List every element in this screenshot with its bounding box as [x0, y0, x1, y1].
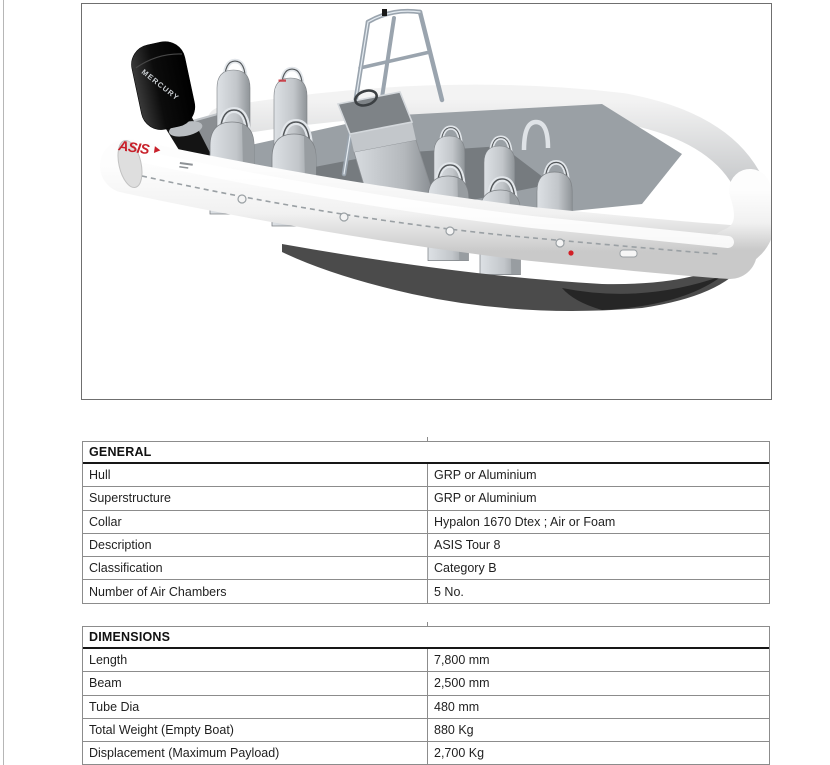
row-label: Hull — [83, 464, 428, 486]
row-value: 7,800 mm — [434, 653, 490, 668]
dimensions-table-title: DIMENSIONS — [83, 627, 769, 649]
bow-handle — [620, 250, 637, 257]
boat-image-panel — [81, 3, 772, 400]
table-row — [83, 649, 769, 672]
table-row — [83, 742, 769, 764]
table-row — [83, 672, 769, 695]
row-label: Length — [83, 649, 428, 671]
table-row — [83, 719, 769, 742]
dimensions-table — [82, 626, 770, 765]
table-row — [83, 464, 769, 487]
row-label: Collar — [83, 511, 428, 533]
table-row — [83, 557, 769, 580]
row-label: Total Weight (Empty Boat) — [83, 719, 428, 741]
row-value: 880 Kg — [434, 723, 474, 738]
row-value: 480 mm — [434, 699, 480, 714]
row-label: Superstructure — [83, 487, 428, 509]
row-label: Description — [83, 534, 428, 556]
row-value: GRP or Aluminium — [434, 468, 537, 483]
row-value: Hypalon 1670 Dtex ; Air or Foam — [434, 514, 616, 529]
boat-render — [82, 4, 771, 399]
row-value: 2,700 Kg — [434, 746, 485, 761]
row-label: Displacement (Maximum Payload) — [83, 742, 428, 764]
motor-brand-text: MERCURY — [139, 67, 182, 103]
row-label: Beam — [83, 672, 428, 694]
row-value: Category B — [434, 561, 497, 576]
table-row — [83, 696, 769, 719]
table-row — [83, 487, 769, 510]
general-table — [82, 441, 770, 604]
row-label: Number of Air Chambers — [83, 580, 428, 602]
row-value: 2,500 mm — [434, 676, 490, 691]
red-marker — [568, 250, 573, 255]
table-row — [83, 534, 769, 557]
frame-light — [382, 9, 387, 16]
general-table-title: GENERAL — [83, 442, 769, 464]
row-value: 5 No. — [434, 584, 464, 599]
tube-logo-text: ASIS — [117, 137, 151, 158]
row-value: ASIS Tour 8 — [434, 538, 501, 553]
table-row — [83, 580, 769, 602]
page-edge-line — [3, 0, 4, 765]
row-label: Tube Dia — [83, 696, 428, 718]
table-row — [83, 511, 769, 534]
row-label: Classification — [83, 557, 428, 579]
row-value: GRP or Aluminium — [434, 491, 537, 506]
